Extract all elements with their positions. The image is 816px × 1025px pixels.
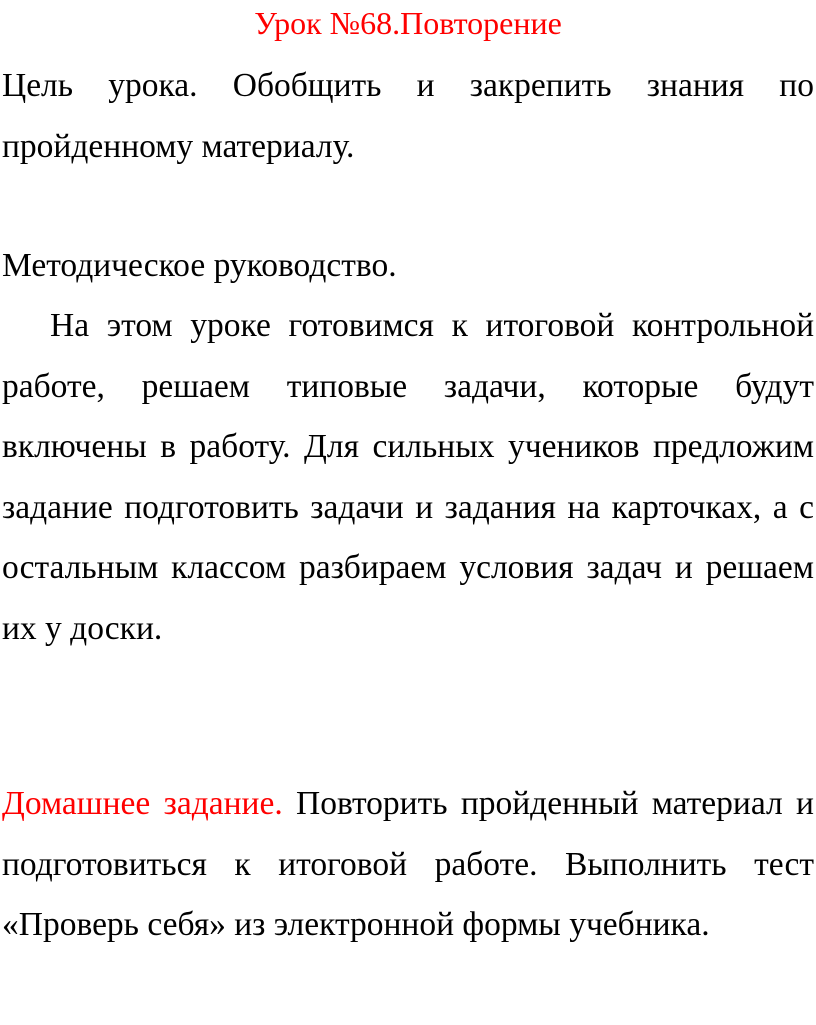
- method-heading: Методическое руководство.: [2, 247, 397, 284]
- method-body: На этом уроке готовимся к итоговой контрольной работе, решаем типовые задачи, которые будут включены в работу. Для сильных учеников предложим задание подготовить задачи и задания на карточках, а с остальным классом разбираем условия задач и решаем их у доски.: [2, 307, 814, 647]
- homework-paragraph: [2, 774, 814, 956]
- homework-label: Домашнее задание.: [2, 785, 283, 822]
- lesson-title: Урок №68.Повторение: [254, 5, 562, 41]
- lesson-goal: Цель урока. Обобщить и закрепить знания по пройденному материалу.: [2, 67, 814, 165]
- homework-body: Повторить пройденный материал и подготовиться к итоговой работе. Выполнить тест «Проверь себя» из электронной формы учебника.: [2, 785, 814, 943]
